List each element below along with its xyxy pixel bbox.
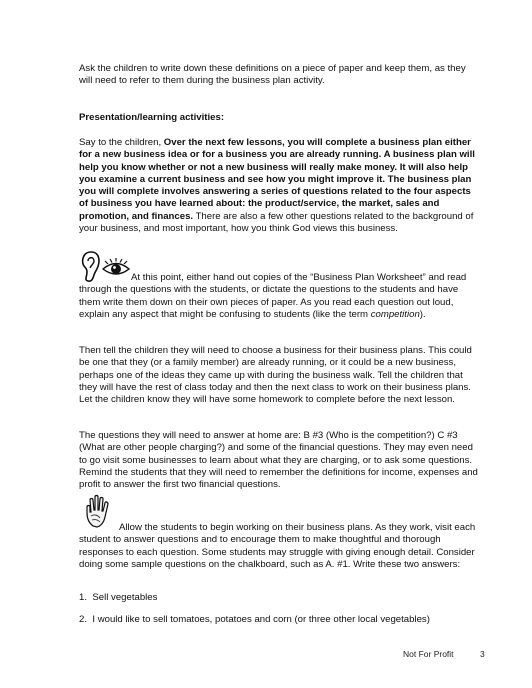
- list-item: [79, 614, 499, 626]
- worksheet-term: competition: [370, 308, 420, 320]
- worksheet-tail: ).: [419, 308, 426, 320]
- say-bold-statement: Over the next few lessons, you will complete a business plan either for a new business idea or for a business you are already running. A business plan will help you know whether or not a new business will really make money. It will also help you examine a current business and see how you might improve it. The business plan you will complete involves answering a series of questions related to the four aspects of business you have learned about: the product/service, the market, sales and promotion, and finances.: [79, 137, 475, 222]
- say-tail: There are also a few other questions related to the background of your business, and most important, how you think God views this business.: [79, 210, 474, 235]
- list-item-text: Sell vegetables: [92, 592, 158, 603]
- say-paragraph: [79, 137, 479, 235]
- questions-paragraph: The questions they will need to answer at home are: B #3 (Who is the competition?) C #3 (What are other people charging?) and some of the financial questions. They may even need to go visit some businesses to learn about what they are charging, or to ask some questions. Remind the students that they will need to remember the definitions for income, expenses and profit to answer the first two financial questions.: [79, 430, 478, 491]
- list-item: [79, 592, 479, 604]
- footer-label: Not For Profit: [403, 649, 454, 659]
- choose-paragraph: Then tell the children they will need to choose a business for their business plans. This could be one that they (or a family member) are already running, or it could be a new business, perhaps one of the ideas they came up with during the business walk. Tell the children that they will have the rest of class today and then the next class to work on their business plans. Let the children know they will have some homework to complete before the next lesson.: [79, 345, 472, 406]
- allow-paragraph: Allow the students to begin working on their business plans. As they work, visit each student to answer questions and to encourage them to make thoughtful and thorough responses to each question. Some students may struggle with giving enough detail. Consider doing some sample questions on the chalkboard, such as A. #1. Write these two answers:: [79, 522, 476, 570]
- section-heading: Presentation/learning activities:: [79, 112, 225, 123]
- worksheet-text: At this point, either hand out copies of the “Business Plan Worksheet” and read through the questions with the students, or dictate the questions to the students and have them write them down on their own pieces of paper. As you read each question out loud, explain any aspect that might be confusing to students (like the term: [79, 272, 467, 320]
- intro-paragraph: Ask the children to write down these definitions on a piece of paper and keep them, as they will need to refer to them during the business plan activity.: [79, 63, 466, 87]
- list-item-number: 2.: [79, 614, 88, 625]
- page-number: 3: [480, 649, 485, 659]
- worksheet-paragraph: [79, 272, 479, 321]
- say-lead: Say to the children,: [79, 137, 164, 148]
- list-item-text: I would like to sell tomatoes, potatoes and corn (or three other local vegetables): [92, 614, 430, 625]
- list-item-number: 1.: [79, 592, 88, 603]
